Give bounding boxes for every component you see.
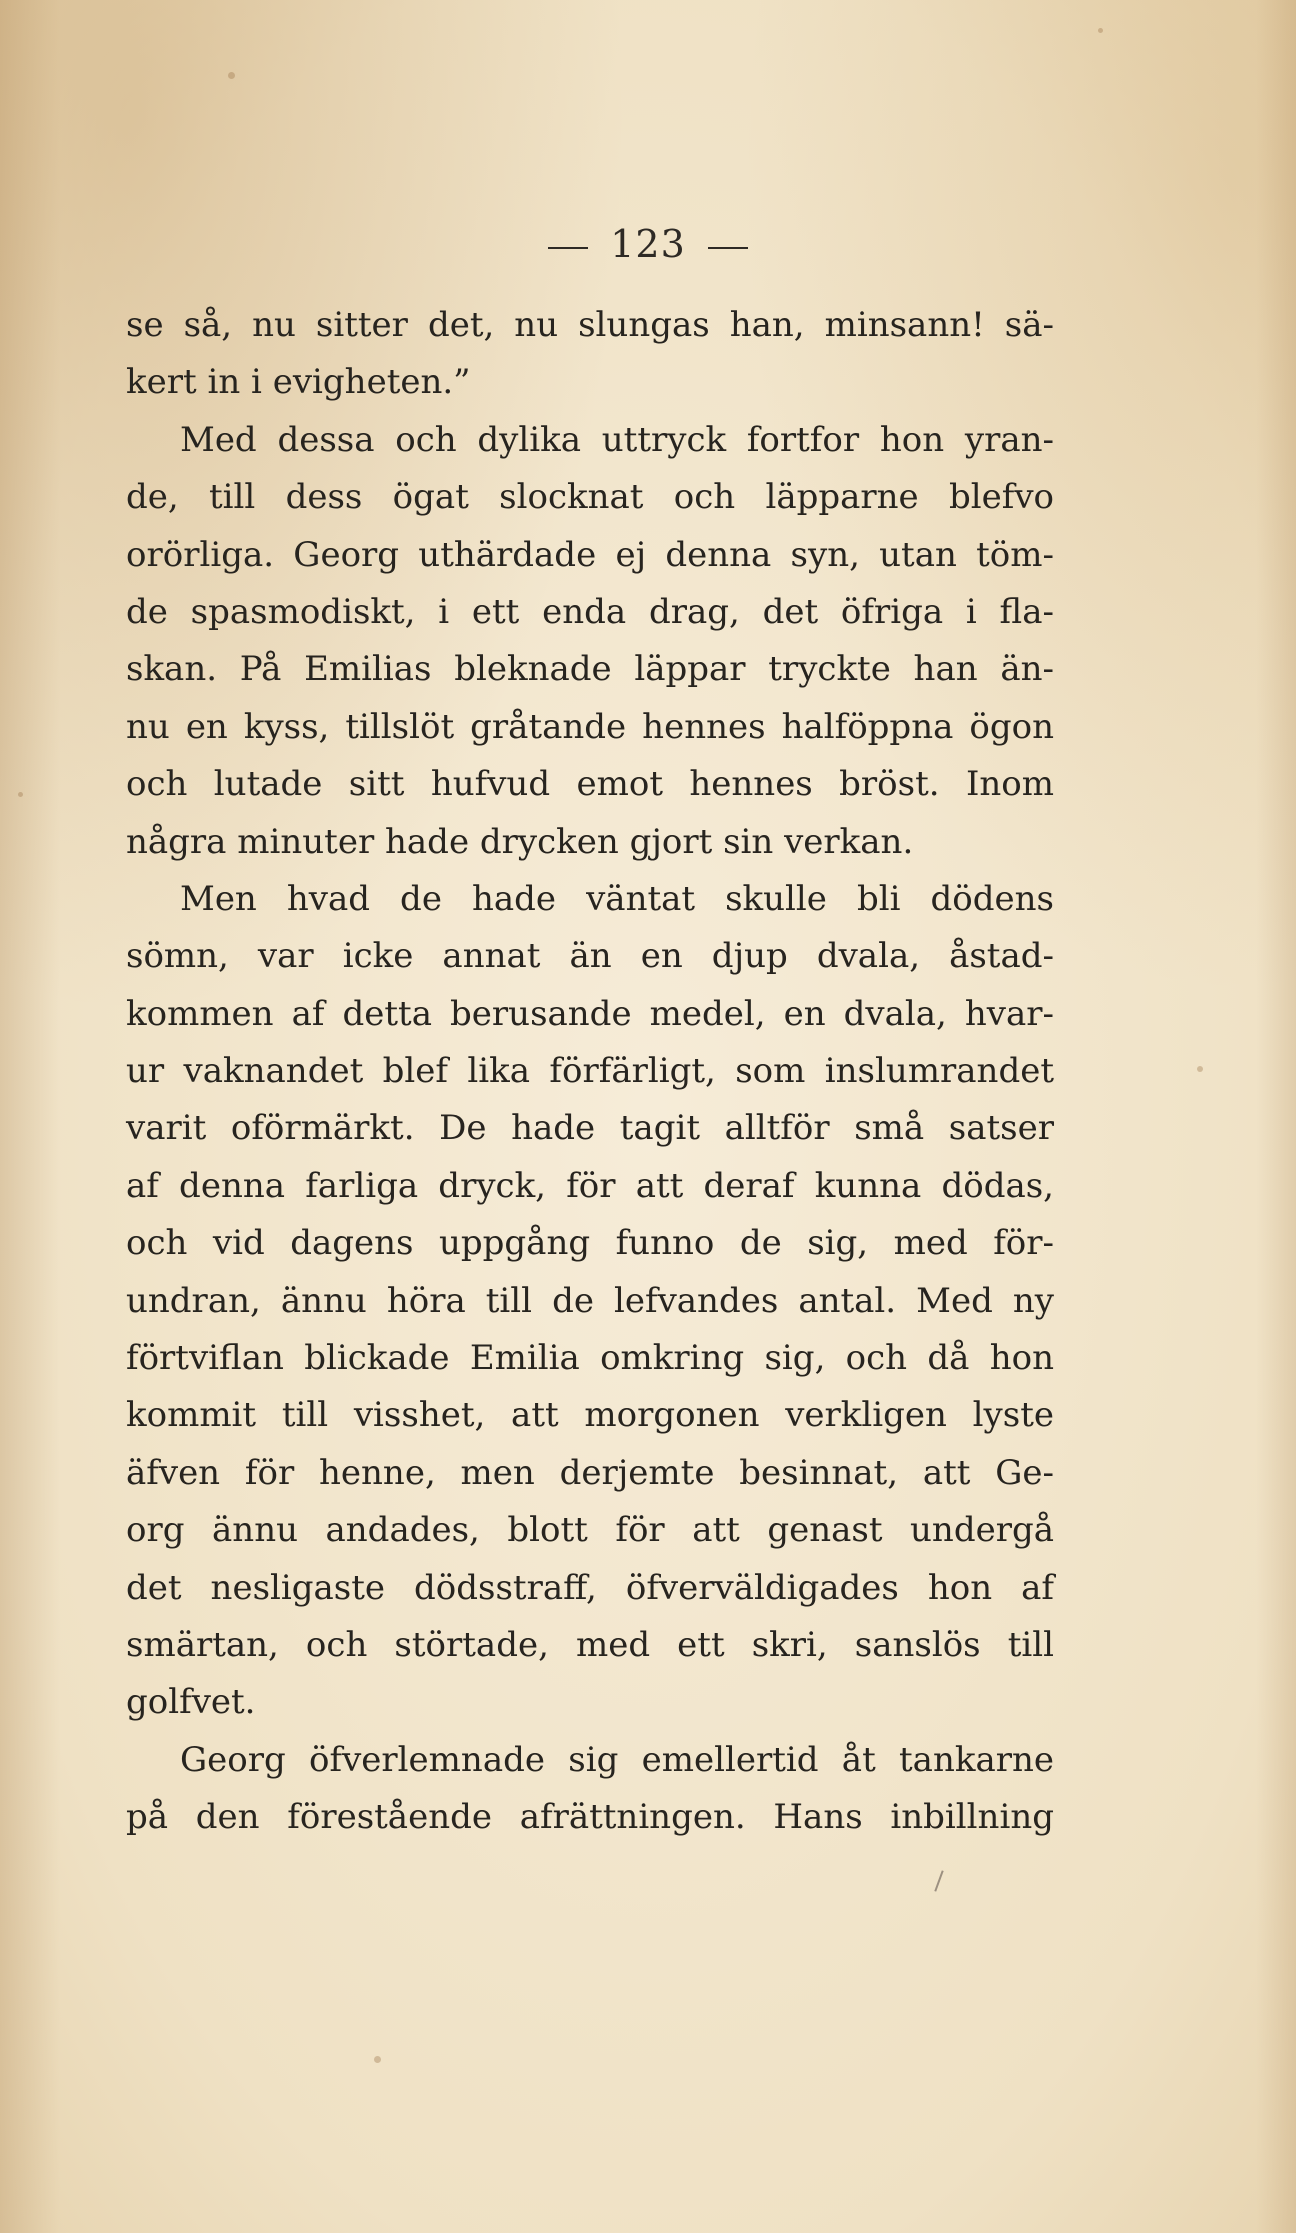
header-dash-right bbox=[708, 247, 748, 249]
text-line: orörliga. Georg uthärdade ej denna syn, utan töm- bbox=[126, 534, 1054, 575]
text-line: och vid dagens uppgång funno de sig, med för- bbox=[126, 1223, 1054, 1264]
text-line: Georg öfverlemnade sig emellertid åt tankarne bbox=[180, 1739, 1054, 1780]
text-line: Men hvad de hade väntat skulle bli dödens bbox=[180, 878, 1054, 919]
text-line: och lutade sitt hufvud emot hennes bröst. Inom bbox=[126, 764, 1054, 805]
body-text bbox=[126, 297, 1054, 1847]
text-line: på den förestående afrättningen. Hans inbillning bbox=[126, 1797, 1054, 1838]
foxing-spot bbox=[18, 792, 23, 797]
header-dash-left bbox=[548, 247, 588, 249]
text-line: äfven för henne, men derjemte besinnat, att Ge- bbox=[126, 1452, 1054, 1493]
text-line: ur vaknandet blef lika förfärligt, som inslumrandet bbox=[126, 1051, 1054, 1092]
text-line: skan. På Emilias bleknade läppar tryckte han än- bbox=[126, 649, 1054, 690]
text-line: de, till dess ögat slocknat och läpparne blefvo bbox=[126, 477, 1054, 518]
text-line: kommit till visshet, att morgonen verkligen lyste bbox=[126, 1395, 1054, 1436]
text-line: Med dessa och dylika uttryck fortfor hon yran- bbox=[180, 419, 1054, 460]
page-number: 123 bbox=[610, 222, 686, 266]
foxing-spot bbox=[1098, 28, 1103, 33]
text-line: sömn, var icke annat än en djup dvala, åstad- bbox=[126, 936, 1054, 977]
pencil-mark bbox=[934, 1870, 943, 1891]
text-line: nu en kyss, tillslöt gråtande hennes halföppna ögon bbox=[126, 706, 1054, 747]
text-line: af denna farliga dryck, för att deraf kunna dödas, bbox=[126, 1165, 1054, 1206]
text-line: det nesligaste dödsstraff, öfverväldigades hon af bbox=[126, 1567, 1054, 1608]
text-line: kert in i evigheten.” bbox=[126, 362, 471, 403]
text-line: förtviflan blickade Emilia omkring sig, och då hon bbox=[126, 1338, 1054, 1379]
text-line: några minuter hade drycken gjort sin verkan. bbox=[126, 821, 914, 862]
page-number-header bbox=[0, 222, 1296, 266]
text-line: kommen af detta berusande medel, en dvala, hvar- bbox=[126, 993, 1054, 1034]
foxing-spot bbox=[374, 2056, 381, 2063]
page-edge-shading-right bbox=[1256, 0, 1296, 2233]
text-line: org ännu andades, blott för att genast undergå bbox=[126, 1510, 1054, 1551]
text-line: smärtan, och störtade, med ett skri, sanslös till bbox=[126, 1624, 1054, 1665]
text-line: golfvet. bbox=[126, 1682, 256, 1723]
text-line: varit oförmärkt. De hade tagit alltför små satser bbox=[126, 1108, 1054, 1149]
text-line: de spasmodiskt, i ett enda drag, det öfriga i fla- bbox=[126, 591, 1054, 632]
foxing-spot bbox=[228, 72, 235, 79]
page-edge-shading-left bbox=[0, 0, 60, 2233]
text-line: undran, ännu höra till de lefvandes antal. Med ny bbox=[126, 1280, 1054, 1321]
foxing-spot bbox=[1197, 1066, 1203, 1072]
text-line: se så, nu sitter det, nu slungas han, minsann! sä- bbox=[126, 305, 1054, 345]
